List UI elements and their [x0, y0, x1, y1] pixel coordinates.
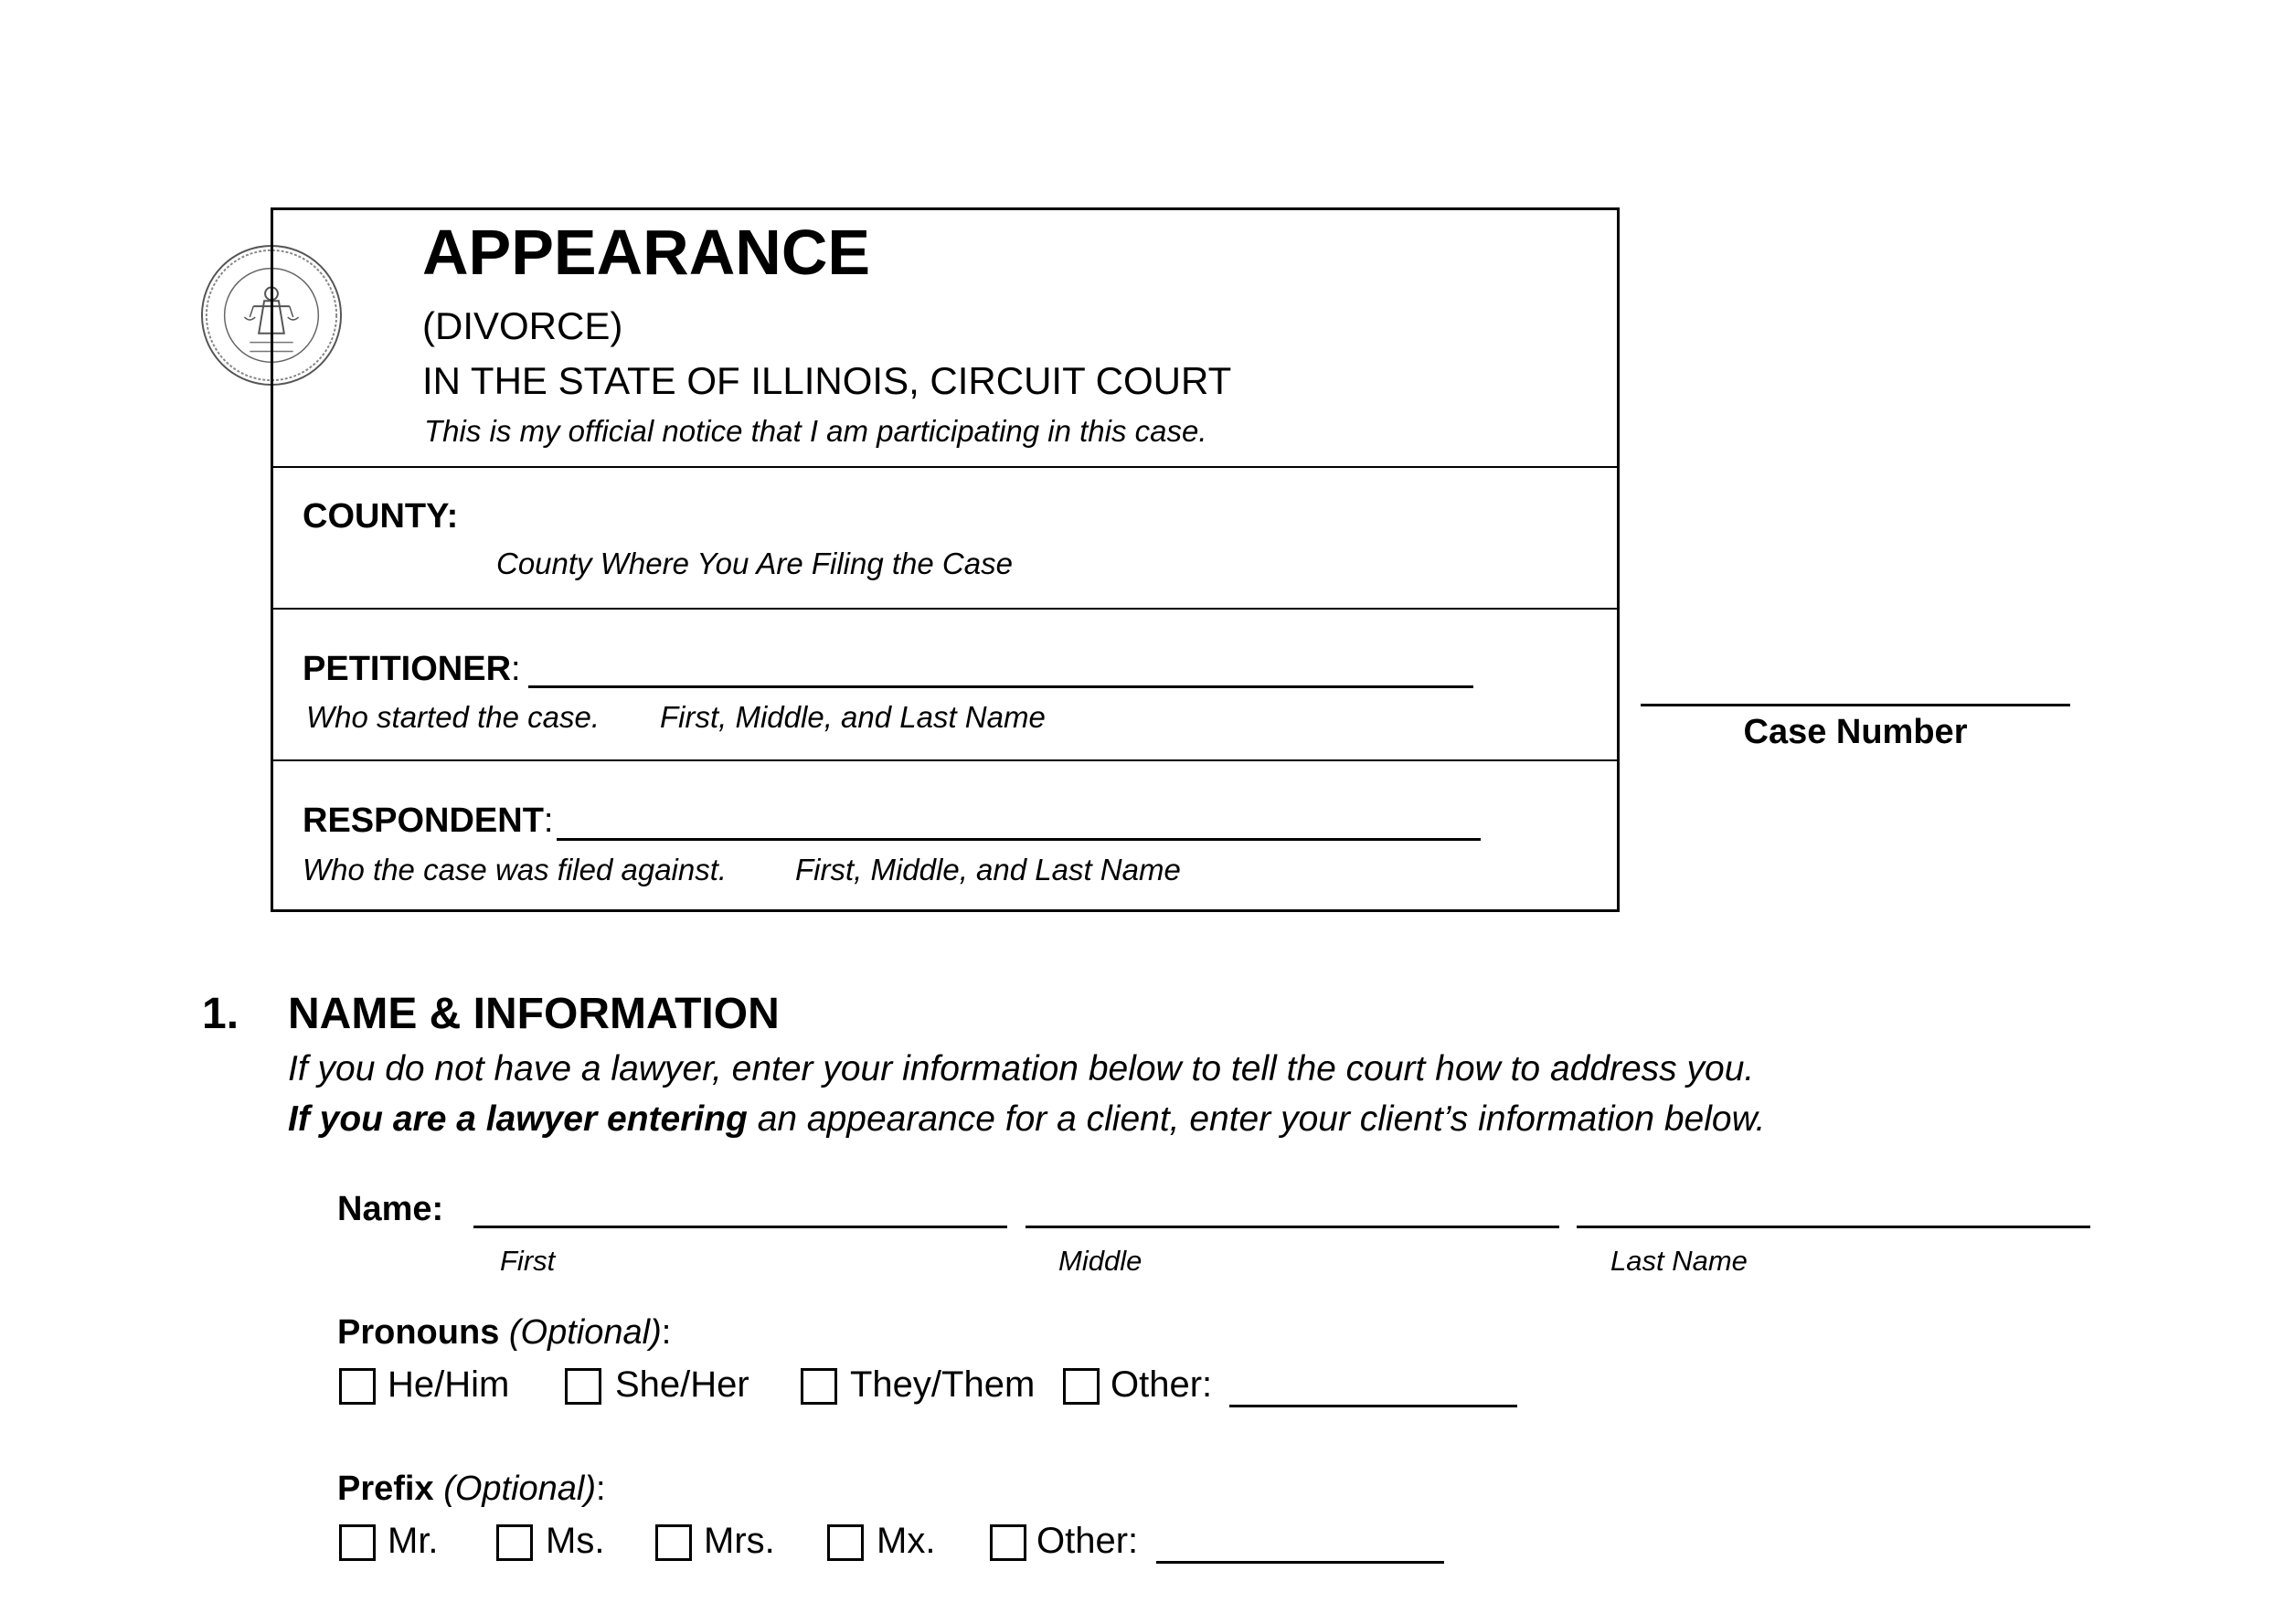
middle-name-field[interactable] [1026, 1226, 1559, 1228]
section-instructions-2: If you are a lawyer entering an appearance for a client, enter your client’s information below. [288, 1099, 1766, 1139]
county-label: COUNTY: [303, 497, 459, 536]
caption-divider [273, 608, 1617, 610]
petitioner-name-field[interactable] [528, 685, 1473, 688]
court-name: IN THE STATE OF ILLINOIS, CIRCUIT COURT [422, 359, 1232, 402]
petitioner-hint-name: First, Middle, and Last Name [660, 700, 1046, 734]
last-name-hint: Last Name [1610, 1245, 1748, 1277]
case-number-label: Case Number [1743, 713, 1968, 751]
prefix-ms-checkbox[interactable] [496, 1524, 533, 1561]
last-name-field[interactable] [1577, 1226, 2090, 1228]
pronoun-he-him-label: He/Him [388, 1364, 510, 1405]
prefix-other-checkbox[interactable] [990, 1524, 1026, 1561]
section-instructions-1: If you do not have a lawyer, enter your information below to tell the court how to address you. [288, 1049, 1755, 1088]
prefix-mrs-checkbox[interactable] [655, 1524, 692, 1561]
respondent-hint-who: Who the case was filed against. [303, 853, 728, 886]
petitioner-label: PETITIONER: [303, 650, 521, 688]
pronoun-they-them-checkbox[interactable] [801, 1368, 837, 1405]
pronoun-they-them-label: They/Them [850, 1364, 1036, 1405]
respondent-label: RESPONDENT: [303, 801, 554, 840]
prefix-mx-checkbox[interactable] [827, 1524, 864, 1561]
pronoun-other-label: Other: [1111, 1364, 1213, 1405]
pronoun-she-her-checkbox[interactable] [565, 1368, 601, 1405]
prefix-ms-label: Ms. [546, 1521, 605, 1561]
respondent-name-field[interactable] [557, 838, 1481, 841]
pronoun-other-field[interactable] [1229, 1405, 1517, 1407]
pronoun-she-her-label: She/Her [615, 1364, 749, 1405]
prefix-other-label: Other: [1036, 1521, 1139, 1561]
pronoun-he-him-checkbox[interactable] [339, 1368, 376, 1405]
section-number: 1. [202, 990, 239, 1038]
notice-text: This is my official notice that I am participating in this case. [424, 414, 1207, 448]
case-number-field[interactable] [1641, 704, 2070, 706]
pronouns-label: Pronouns (Optional): [337, 1313, 672, 1352]
prefix-mx-label: Mx. [877, 1521, 936, 1561]
prefix-mr-checkbox[interactable] [339, 1524, 376, 1561]
respondent-hint-name: First, Middle, and Last Name [795, 853, 1181, 886]
county-hint: County Where You Are Filing the Case [496, 547, 1013, 580]
petitioner-hint-who: Who started the case. [306, 700, 600, 734]
prefix-other-field[interactable] [1156, 1561, 1444, 1564]
pronoun-other-checkbox[interactable] [1063, 1368, 1100, 1405]
first-name-field[interactable] [473, 1226, 1007, 1228]
prefix-mrs-label: Mrs. [704, 1521, 775, 1561]
form-title: APPEARANCE [422, 217, 871, 288]
name-label: Name: [337, 1190, 444, 1228]
first-name-hint: First [500, 1245, 556, 1277]
prefix-label: Prefix (Optional): [337, 1470, 606, 1508]
caption-divider [273, 759, 1617, 761]
middle-name-hint: Middle [1058, 1245, 1142, 1277]
section-title: NAME & INFORMATION [288, 990, 780, 1038]
caption-divider [273, 466, 1617, 468]
form-subtitle: (DIVORCE) [422, 304, 623, 347]
prefix-mr-label: Mr. [388, 1521, 439, 1561]
